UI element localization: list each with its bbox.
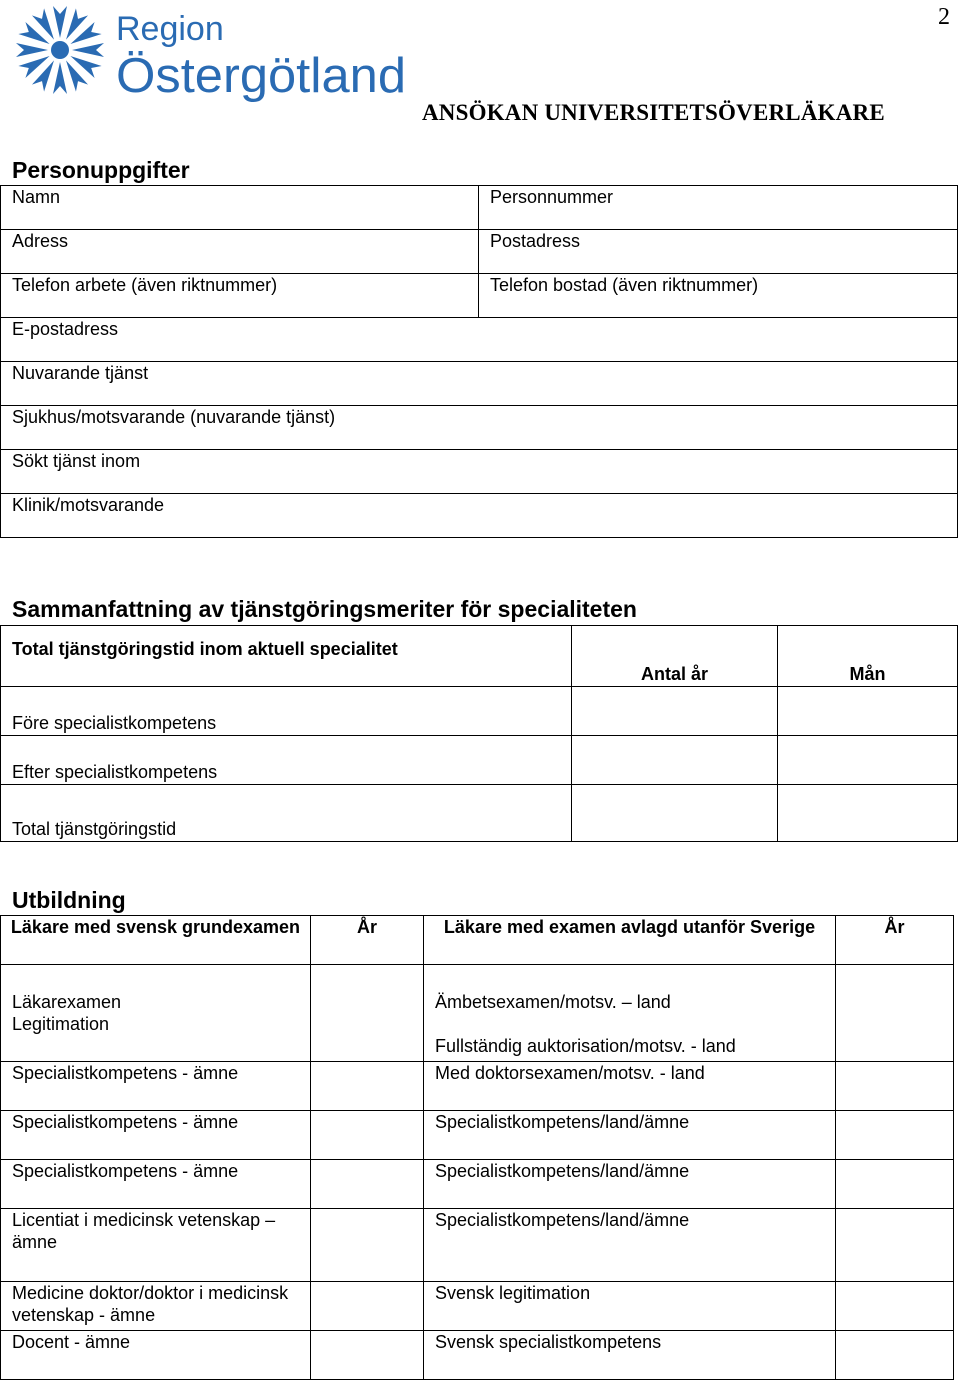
table-row bbox=[1, 1282, 954, 1331]
table-row bbox=[1, 450, 958, 494]
months-cell[interactable] bbox=[778, 785, 958, 842]
field-current-position[interactable]: Nuvarande tjänst bbox=[1, 362, 958, 406]
row-label-right: Specialistkompetens/land/ämne bbox=[424, 1209, 836, 1282]
field-name[interactable]: Namn bbox=[1, 186, 479, 230]
year-cell[interactable] bbox=[311, 1331, 424, 1380]
personal-info-table bbox=[0, 185, 958, 538]
field-home-phone[interactable]: Telefon bostad (även riktnummer) bbox=[479, 274, 958, 318]
year-cell[interactable] bbox=[836, 1160, 954, 1209]
service-summary-table bbox=[0, 625, 958, 842]
column-header-year: År bbox=[311, 916, 424, 965]
year-cell[interactable] bbox=[311, 965, 424, 1062]
section-title-summary: Sammanfattning av tjänstgöringsmeriter för specialiteten bbox=[12, 596, 637, 622]
year-cell[interactable] bbox=[836, 1111, 954, 1160]
row-label-right: Ämbetsexamen/motsv. – land Fullständig auktorisation/motsv. - land bbox=[424, 965, 836, 1062]
field-hospital[interactable]: Sjukhus/motsvarande (nuvarande tjänst) bbox=[1, 406, 958, 450]
months-cell[interactable] bbox=[778, 736, 958, 785]
row-label-right: Specialistkompetens/land/ämne bbox=[424, 1160, 836, 1209]
year-cell[interactable] bbox=[311, 1209, 424, 1282]
row-label-right: Med doktorsexamen/motsv. - land bbox=[424, 1062, 836, 1111]
table-row bbox=[1, 1160, 954, 1209]
year-cell[interactable] bbox=[311, 1160, 424, 1209]
table-row bbox=[1, 1062, 954, 1111]
row-label-right: Svensk legitimation bbox=[424, 1282, 836, 1331]
row-label-right: Specialistkompetens/land/ämne bbox=[424, 1111, 836, 1160]
row-label-left: Specialistkompetens - ämne bbox=[1, 1062, 311, 1111]
row-label-right: Svensk specialistkompetens bbox=[424, 1331, 836, 1380]
row-label-left: Licentiat i medicinsk vetenskap – ämne bbox=[1, 1209, 311, 1282]
table-row bbox=[1, 1111, 954, 1160]
row-label-left: Specialistkompetens - ämne bbox=[1, 1160, 311, 1209]
field-postal-address[interactable]: Postadress bbox=[479, 230, 958, 274]
section-title-personal: Personuppgifter bbox=[12, 157, 190, 183]
logo-line2: Östergötland bbox=[116, 49, 406, 103]
years-cell[interactable] bbox=[572, 736, 778, 785]
field-applied-position[interactable]: Sökt tjänst inom bbox=[1, 450, 958, 494]
table-header-row bbox=[1, 916, 954, 965]
education-table bbox=[0, 915, 954, 1380]
year-cell[interactable] bbox=[836, 1282, 954, 1331]
table-row bbox=[1, 965, 954, 1062]
column-header-months: Mån bbox=[778, 626, 958, 687]
flower-emblem-icon bbox=[16, 6, 104, 94]
field-work-phone[interactable]: Telefon arbete (även riktnummer) bbox=[1, 274, 479, 318]
year-cell[interactable] bbox=[836, 1209, 954, 1282]
table-row bbox=[1, 494, 958, 538]
year-cell[interactable] bbox=[311, 1062, 424, 1111]
row-label-left: Medicine doktor/doktor i medicinsk vetenskap - ämne bbox=[1, 1282, 311, 1331]
row-label: Efter specialistkompetens bbox=[1, 736, 572, 785]
table-row bbox=[1, 186, 958, 230]
column-header-foreign-degree: Läkare med examen avlagd utanför Sverige bbox=[424, 916, 836, 965]
table-row bbox=[1, 736, 958, 785]
section-title-education: Utbildning bbox=[12, 887, 126, 913]
row-label-left: Specialistkompetens - ämne bbox=[1, 1111, 311, 1160]
months-cell[interactable] bbox=[778, 687, 958, 736]
logo-line1: Region bbox=[116, 10, 224, 48]
table-row bbox=[1, 406, 958, 450]
field-email[interactable]: E-postadress bbox=[1, 318, 958, 362]
table-row bbox=[1, 230, 958, 274]
table-row bbox=[1, 785, 958, 842]
table-row bbox=[1, 687, 958, 736]
year-cell[interactable] bbox=[836, 1062, 954, 1111]
row-label: Före specialistkompetens bbox=[1, 687, 572, 736]
table-row bbox=[1, 1209, 954, 1282]
year-cell[interactable] bbox=[311, 1111, 424, 1160]
region-ostergotland-logo bbox=[10, 0, 410, 104]
column-header-years: Antal år bbox=[572, 626, 778, 687]
column-header-swedish-degree: Läkare med svensk grundexamen bbox=[1, 916, 311, 965]
table-row bbox=[1, 1331, 954, 1380]
field-personal-number[interactable]: Personnummer bbox=[479, 186, 958, 230]
row-label: Total tjänstgöringstid bbox=[1, 785, 572, 842]
row-label-left: Läkarexamen Legitimation bbox=[1, 965, 311, 1062]
years-cell[interactable] bbox=[572, 785, 778, 842]
document-title: ANSÖKAN UNIVERSITETSÖVERLÄKARE bbox=[422, 100, 885, 125]
table-row bbox=[1, 318, 958, 362]
year-cell[interactable] bbox=[311, 1282, 424, 1331]
table-header-row bbox=[1, 626, 958, 687]
summary-header-label: Total tjänstgöringstid inom aktuell specialitet bbox=[1, 626, 572, 687]
field-address[interactable]: Adress bbox=[1, 230, 479, 274]
field-clinic[interactable]: Klinik/motsvarande bbox=[1, 494, 958, 538]
year-cell[interactable] bbox=[836, 965, 954, 1062]
years-cell[interactable] bbox=[572, 687, 778, 736]
year-cell[interactable] bbox=[836, 1331, 954, 1380]
table-row bbox=[1, 274, 958, 318]
table-row bbox=[1, 362, 958, 406]
column-header-year-2: År bbox=[836, 916, 954, 965]
row-label-left: Docent - ämne bbox=[1, 1331, 311, 1380]
page-number: 2 bbox=[938, 4, 950, 30]
